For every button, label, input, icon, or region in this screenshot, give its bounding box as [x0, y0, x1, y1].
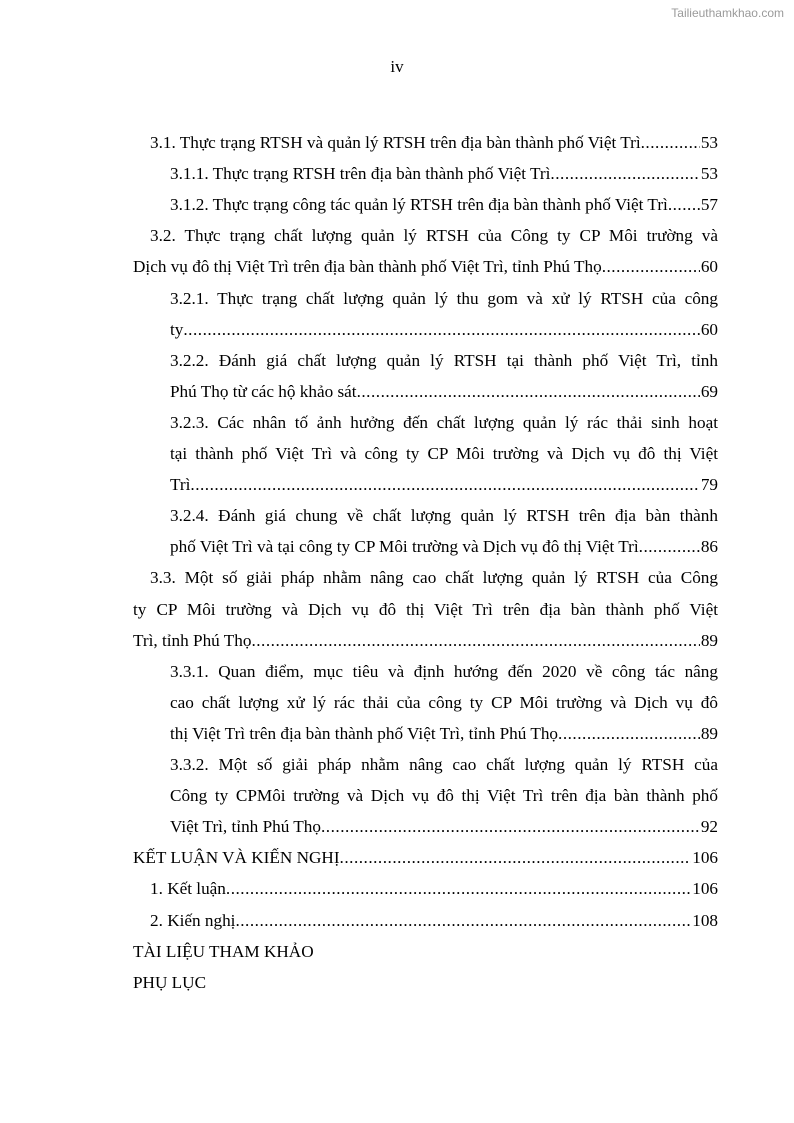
toc-entry-line[interactable] — [170, 287, 718, 311]
toc-entry-text: 3.1.2. Thực trạng công tác quản lý RTSH trên địa bàn thành phố Việt Trì — [170, 195, 668, 215]
toc-entry-text: 3.2.1. Thực trạng chất lượng quản lý thu gom và xử lý RTSH của công — [170, 288, 718, 308]
toc-entry-text: 2. Kiến nghị — [150, 910, 236, 930]
toc-entry-text: 1. Kết luận — [150, 879, 226, 899]
toc-entry-text: Việt Trì, tỉnh Phú Thọ — [170, 817, 321, 837]
toc-entry-text: 3.2.2. Đánh giá chất lượng quản lý RTSH tại thành phố Việt Trì, tỉnh — [170, 350, 718, 370]
toc-entry-text: 3.3. Một số giải pháp nhằm nâng cao chất lượng quản lý RTSH của Công — [150, 568, 718, 588]
dot-leader — [183, 318, 699, 342]
toc-page-number: 106 — [692, 879, 718, 899]
toc-entry-line[interactable] — [133, 846, 718, 870]
toc-entry-text: PHỤ LỤC — [133, 972, 207, 992]
toc-entry-line[interactable] — [170, 815, 718, 839]
toc-page-number: 92 — [700, 817, 718, 837]
dot-leader — [340, 846, 692, 870]
toc-entry-line[interactable] — [150, 877, 718, 901]
toc-entry-line[interactable] — [133, 940, 314, 964]
toc-entry-line[interactable] — [170, 535, 718, 559]
toc-entry-text: Dịch vụ đô thị Việt Trì trên địa bàn thành phố Việt Trì, tỉnh Phú Thọ — [133, 257, 602, 277]
toc-entry-line[interactable] — [133, 629, 718, 653]
toc-entry-line[interactable] — [133, 255, 718, 279]
toc-entry-line[interactable] — [170, 411, 718, 435]
toc-entry-text: ty — [170, 319, 184, 339]
dot-leader — [190, 473, 699, 497]
toc-entry-line[interactable] — [170, 349, 718, 373]
toc-page-number: 89 — [700, 723, 718, 743]
toc-page-number: 60 — [700, 257, 718, 277]
toc-page-number: 89 — [700, 630, 718, 650]
toc-page-number: 53 — [700, 133, 718, 152]
dot-leader — [641, 131, 700, 155]
toc-entry-line[interactable] — [133, 971, 206, 995]
toc-entry-line[interactable] — [133, 598, 718, 622]
toc-entry-text: 3.1. Thực trạng RTSH và quản lý RTSH trên địa bàn thành phố Việt Trì — [150, 133, 641, 152]
toc-entry-line[interactable] — [150, 909, 718, 933]
toc-entry-text: TÀI LIỆU THAM KHẢO — [133, 941, 314, 961]
toc-entry-line[interactable] — [150, 131, 718, 155]
dot-leader — [321, 815, 700, 839]
dot-leader — [602, 255, 700, 279]
dot-leader — [235, 909, 691, 933]
toc-entry-line[interactable] — [170, 722, 718, 746]
dot-leader — [668, 193, 700, 217]
toc-page-number: 108 — [692, 910, 718, 930]
toc-entry-line[interactable] — [170, 162, 718, 186]
toc-entry-text: Trì — [170, 475, 191, 495]
toc-entry-line[interactable] — [170, 504, 718, 528]
toc-entry-line[interactable] — [170, 784, 718, 808]
toc-entry-text: phố Việt Trì và tại công ty CP Môi trường và Dịch vụ đô thị Việt Trì — [170, 537, 639, 557]
toc-entry-text: KẾT LUẬN VÀ KIẾN NGHỊ — [133, 848, 340, 868]
toc-entry-line[interactable] — [170, 318, 718, 342]
dot-leader — [226, 877, 691, 901]
page-number: iv — [390, 57, 404, 76]
dot-leader — [558, 722, 700, 746]
dot-leader — [357, 380, 700, 404]
dot-leader — [550, 162, 699, 186]
dot-leader — [639, 535, 700, 559]
toc-entry-text: 3.3.1. Quan điểm, mục tiêu và định hướng đến 2020 về công tác nâng — [170, 661, 718, 681]
toc-entry-text: Phú Thọ từ các hộ khảo sát — [170, 381, 357, 401]
toc-entry-text: 3.2.3. Các nhân tố ảnh hưởng đến chất lượng quản lý rác thải sinh hoạt — [170, 412, 718, 432]
toc-entry-line[interactable] — [170, 691, 718, 715]
watermark: Tailieuthamkhao.com — [671, 6, 784, 20]
toc-page-number: 53 — [700, 164, 718, 184]
dot-leader — [251, 629, 699, 653]
toc-entry-text: ty CP Môi trường và Dịch vụ đô thị Việt Trì trên địa bàn thành phố Việt — [133, 599, 718, 619]
toc-entry-text: 3.1.1. Thực trạng RTSH trên địa bàn thành phố Việt Trì — [170, 164, 551, 184]
toc-entry-line[interactable] — [170, 753, 718, 777]
toc-page-number: 60 — [700, 319, 718, 339]
toc-entry-text: 3.3.2. Một số giải pháp nhằm nâng cao chất lượng quản lý RTSH của — [170, 755, 718, 774]
toc-entry-line[interactable] — [170, 660, 718, 684]
toc-entry-line[interactable] — [150, 224, 718, 248]
toc-entry-text: 3.2. Thực trạng chất lượng quản lý RTSH của Công ty CP Môi trường và — [150, 226, 718, 246]
toc-entry-line[interactable] — [170, 380, 718, 404]
toc-entry-line[interactable] — [150, 566, 718, 590]
toc-entry-text: Công ty CPMôi trường và Dịch vụ đô thị Việt Trì trên địa bàn thành phố — [170, 786, 718, 806]
toc-entry-line[interactable] — [170, 473, 718, 497]
toc-entry-text: Trì, tỉnh Phú Thọ — [133, 630, 252, 650]
toc-entry-line[interactable] — [170, 442, 718, 466]
toc-entry-text: tại thành phố Việt Trì và công ty CP Môi trường và Dịch vụ đô thị Việt — [170, 444, 718, 463]
toc-page-number: 86 — [700, 537, 718, 557]
toc-page-number: 69 — [700, 381, 718, 401]
toc-entry-text: thị Việt Trì trên địa bàn thành phố Việt Trì, tỉnh Phú Thọ — [170, 723, 559, 743]
toc-entry-text: 3.2.4. Đánh giá chung về chất lượng quản lý RTSH trên địa bàn thành — [170, 506, 718, 526]
toc-page-number: 79 — [700, 475, 718, 495]
toc-page-number: 57 — [700, 195, 718, 215]
toc-page-number: 106 — [692, 848, 718, 868]
toc-entry-text: cao chất lượng xử lý rác thải của công ty CP Môi trường và Dịch vụ đô — [170, 692, 718, 712]
toc-entry-line[interactable] — [170, 193, 718, 217]
